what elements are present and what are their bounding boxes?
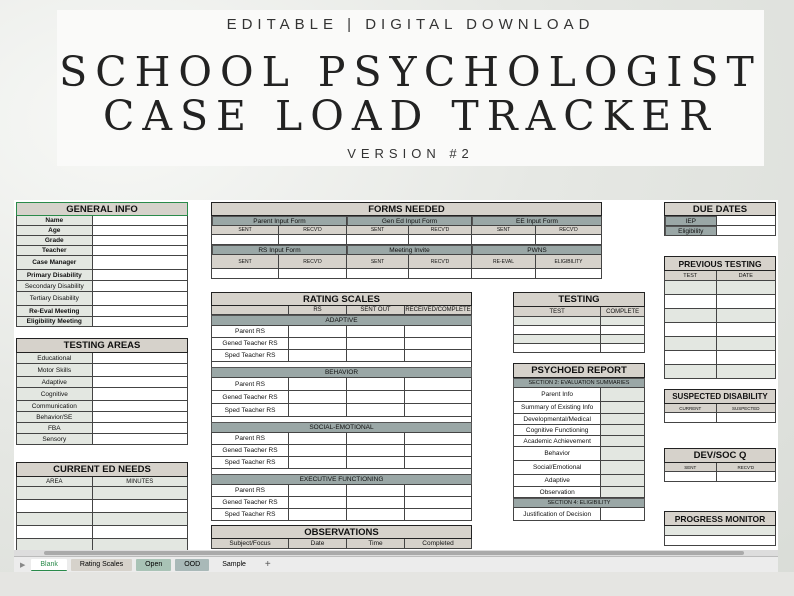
rating-section-2: SOCIAL-EMOTIONAL xyxy=(211,422,472,433)
rating-cell[interactable] xyxy=(289,326,347,338)
psychoed-row xyxy=(513,402,645,414)
rating-cell[interactable] xyxy=(289,485,347,497)
testing-area-row xyxy=(16,377,188,388)
rating-row xyxy=(211,509,472,521)
testing-area-value[interactable] xyxy=(93,412,187,423)
observations-title: OBSERVATIONS xyxy=(211,525,472,539)
rating-row xyxy=(211,433,472,445)
col-devsoc-recvd: RECV'D xyxy=(717,463,775,472)
banner-title-line1: SCHOOL PSYCHOLOGIST xyxy=(59,48,762,96)
form-status-label: SENT xyxy=(212,226,279,235)
rating-cell[interactable] xyxy=(289,404,347,417)
testing-complete-cell[interactable] xyxy=(601,344,644,353)
col-date: Date xyxy=(289,539,347,549)
general-row xyxy=(16,256,188,270)
testing-areas-panel xyxy=(16,338,188,445)
rating-row-label: Parent RS xyxy=(212,485,289,497)
testing-title: TESTING xyxy=(513,292,645,307)
col-received: RECEIVED/COMPLETE xyxy=(405,307,471,313)
psychoed-row xyxy=(513,388,645,402)
rating-row-label: Parent RS xyxy=(212,378,289,391)
current-ed-panel xyxy=(16,462,188,550)
testing-complete-cell[interactable] xyxy=(601,326,644,335)
general-label: Teacher xyxy=(17,246,93,256)
general-label: Age xyxy=(17,226,93,236)
rating-cell[interactable] xyxy=(347,326,405,338)
invite-sent: SENT xyxy=(347,255,409,269)
col-rs: RS xyxy=(289,306,347,315)
general-label: Name xyxy=(17,216,93,226)
rating-cell[interactable] xyxy=(347,485,405,497)
rating-cell[interactable] xyxy=(347,445,405,457)
prev-test-cell[interactable] xyxy=(665,309,717,323)
form-ee-input: EE Input Form xyxy=(472,216,601,226)
testing-area-row xyxy=(16,388,188,401)
title-banner xyxy=(57,10,764,166)
rating-cell[interactable] xyxy=(405,457,471,469)
general-row xyxy=(16,270,188,281)
rating-cell[interactable] xyxy=(289,457,347,469)
form-meeting-invite: Meeting Invite xyxy=(347,245,472,255)
rating-row xyxy=(211,350,472,362)
bottom-background xyxy=(0,572,794,596)
testing-complete-cell[interactable] xyxy=(601,335,644,344)
psychoed-row xyxy=(513,447,645,461)
form-cell[interactable] xyxy=(279,269,347,279)
current-ed-area[interactable] xyxy=(17,513,93,526)
tab-sample[interactable]: Sample xyxy=(213,559,255,571)
rating-cell[interactable] xyxy=(405,485,471,497)
testing-panel xyxy=(513,292,645,353)
prev-test-cell[interactable] xyxy=(665,337,717,351)
previous-testing-title: PREVIOUS TESTING xyxy=(664,256,776,271)
progress-monitor-panel xyxy=(664,511,776,546)
current-ed-row xyxy=(16,487,188,500)
current-ed-row xyxy=(16,539,188,550)
rating-row-label: Sped Teacher RS xyxy=(212,350,289,362)
rating-row-label: Sped Teacher RS xyxy=(212,509,289,521)
general-value[interactable] xyxy=(93,256,187,270)
form-status-label: RECV'D xyxy=(409,226,472,235)
rating-row xyxy=(211,457,472,469)
testing-area-row xyxy=(16,423,188,434)
scroll-thumb[interactable] xyxy=(44,551,744,555)
prev-date-cell[interactable] xyxy=(717,281,775,295)
forms-needed-panel xyxy=(211,202,602,279)
rs-recvd: RECV'D xyxy=(279,255,347,269)
due-dates-panel xyxy=(664,202,776,236)
rating-section-0: ADAPTIVE xyxy=(211,315,472,326)
testing-row xyxy=(513,326,645,335)
general-label: Case Manager xyxy=(17,256,93,270)
psychoed-check[interactable] xyxy=(601,436,644,447)
rating-section-3: EXECUTIVE FUNCTIONING xyxy=(211,474,472,485)
testing-cell[interactable] xyxy=(514,344,601,353)
general-value[interactable] xyxy=(93,306,187,317)
tab-scroll-left-icon[interactable]: ▶ xyxy=(20,561,26,569)
previous-testing-row xyxy=(664,281,776,295)
testing-row xyxy=(513,344,645,353)
general-info-title: GENERAL INFO xyxy=(16,202,188,216)
rating-cell[interactable] xyxy=(405,391,471,404)
banner-version: VERSION #2 xyxy=(347,146,474,161)
form-parent-input: Parent Input Form xyxy=(212,216,347,226)
testing-cell[interactable] xyxy=(514,326,601,335)
general-row xyxy=(16,216,188,226)
general-row xyxy=(16,292,188,306)
rating-row-label: Gened Teacher RS xyxy=(212,338,289,350)
psychoed-check[interactable] xyxy=(601,475,644,487)
general-row xyxy=(16,246,188,256)
testing-area-label: Sensory xyxy=(17,434,93,445)
current-ed-minutes[interactable] xyxy=(93,539,187,550)
testing-row xyxy=(513,335,645,344)
testing-area-label: Motor Skills xyxy=(17,364,93,377)
psychoed-sec4: SECTION 4: ELIGIBILITY xyxy=(513,498,645,508)
col-suspected: SUSPECTED xyxy=(717,404,775,413)
rating-cell[interactable] xyxy=(347,433,405,445)
rating-row xyxy=(211,391,472,404)
general-label: Secondary Disability xyxy=(17,281,93,292)
testing-complete-cell[interactable] xyxy=(601,317,644,326)
spreadsheet[interactable] xyxy=(14,200,778,550)
col-complete: COMPLETE xyxy=(601,307,644,317)
psychoed-row xyxy=(513,475,645,487)
general-value[interactable] xyxy=(93,236,187,246)
psychoed-check[interactable] xyxy=(601,425,644,436)
rating-cell[interactable] xyxy=(347,509,405,521)
prev-test-cell[interactable] xyxy=(665,351,717,365)
add-sheet-button[interactable]: + xyxy=(264,559,271,570)
devsoc-title: DEV/SOC Q xyxy=(664,448,776,463)
testing-area-value[interactable] xyxy=(93,353,187,364)
general-label: Primary Disability xyxy=(17,270,93,281)
rating-row xyxy=(211,378,472,391)
psychoed-check[interactable] xyxy=(601,414,644,425)
general-value[interactable] xyxy=(93,281,187,292)
psychoed-label: Summary of Existing Info xyxy=(514,402,601,414)
prev-test-cell[interactable] xyxy=(665,323,717,337)
form-pwns: PWNS xyxy=(472,245,601,255)
col-sent-out: SENT OUT xyxy=(347,306,405,315)
progress-title: PROGRESS MONITOR xyxy=(664,511,776,526)
prev-date-cell[interactable] xyxy=(717,309,775,323)
psychoed-panel xyxy=(513,363,645,521)
rating-row-label: Gened Teacher RS xyxy=(212,497,289,509)
general-row xyxy=(16,306,188,317)
testing-area-value[interactable] xyxy=(93,388,187,401)
testing-area-value[interactable] xyxy=(93,364,187,377)
psychoed-label: Academic Achievement xyxy=(514,436,601,447)
testing-area-label: Cognitive xyxy=(17,388,93,401)
due-iep: IEP xyxy=(665,216,717,226)
psychoed-row xyxy=(513,414,645,425)
psychoed-check[interactable] xyxy=(601,487,644,498)
testing-area-row xyxy=(16,434,188,445)
prev-test-cell[interactable] xyxy=(665,365,717,379)
rating-cell[interactable] xyxy=(405,378,471,391)
rating-row xyxy=(211,326,472,338)
general-row xyxy=(16,281,188,292)
general-row xyxy=(16,236,188,246)
testing-area-row xyxy=(16,412,188,423)
rating-cell[interactable] xyxy=(405,433,471,445)
form-status-label: RECV'D xyxy=(536,226,601,235)
rating-row xyxy=(211,338,472,350)
psychoed-row xyxy=(513,461,645,475)
form-cell[interactable] xyxy=(347,235,409,245)
psychoed-check[interactable] xyxy=(601,447,644,461)
general-value[interactable] xyxy=(93,270,187,281)
psychoed-label: Adaptive xyxy=(514,475,601,487)
due-dates-title: DUE DATES xyxy=(664,202,776,216)
form-cell[interactable] xyxy=(409,269,472,279)
form-cell[interactable] xyxy=(536,235,601,245)
rating-cell[interactable] xyxy=(347,378,405,391)
testing-area-value[interactable] xyxy=(93,423,187,434)
rating-cell[interactable] xyxy=(405,338,471,350)
rating-cell[interactable] xyxy=(289,509,347,521)
testing-cell[interactable] xyxy=(514,335,601,344)
testing-area-row xyxy=(16,364,188,377)
rating-cell[interactable] xyxy=(289,433,347,445)
form-status-label: SENT xyxy=(472,226,536,235)
rating-cell[interactable] xyxy=(347,350,405,362)
col-current: CURRENT xyxy=(665,404,717,413)
current-ed-area[interactable] xyxy=(17,539,93,550)
previous-testing-row xyxy=(664,323,776,337)
tab-rating-scales[interactable]: Rating Scales xyxy=(71,559,132,571)
form-cell[interactable] xyxy=(212,235,279,245)
rating-scales-panel xyxy=(211,292,472,521)
rating-row-label: Gened Teacher RS xyxy=(212,391,289,404)
testing-area-label: Behavior/SE xyxy=(17,412,93,423)
rating-cell[interactable] xyxy=(347,404,405,417)
general-label: Tertiary Disability xyxy=(17,292,93,306)
rating-cell[interactable] xyxy=(289,350,347,362)
suspected-title: SUSPECTED DISABILITY xyxy=(664,389,776,404)
col-prev-date: DATE xyxy=(717,271,775,281)
general-value[interactable] xyxy=(93,226,187,236)
testing-areas-title: TESTING AREAS xyxy=(16,338,188,353)
devsoc-panel xyxy=(664,448,776,482)
rating-cell[interactable] xyxy=(289,378,347,391)
rating-row xyxy=(211,485,472,497)
prev-date-cell[interactable] xyxy=(717,323,775,337)
general-value[interactable] xyxy=(93,317,187,327)
col-completed: Completed xyxy=(405,539,471,549)
prev-date-cell[interactable] xyxy=(717,365,775,379)
previous-testing-row xyxy=(664,351,776,365)
general-value[interactable] xyxy=(93,216,187,226)
col-test: TEST xyxy=(514,307,601,317)
rating-cell[interactable] xyxy=(347,457,405,469)
psychoed-check[interactable] xyxy=(601,461,644,475)
general-row xyxy=(16,317,188,327)
psychoed-row xyxy=(513,425,645,436)
general-label: Grade xyxy=(17,236,93,246)
pwns-reeval: RE-EVAL xyxy=(472,255,536,269)
testing-area-value[interactable] xyxy=(93,401,187,412)
form-cell[interactable] xyxy=(472,235,536,245)
previous-testing-panel xyxy=(664,256,776,379)
testing-area-value[interactable] xyxy=(93,434,187,445)
general-row xyxy=(16,226,188,236)
psychoed-sec2: SECTION 2: EVALUATION SUMMARIES xyxy=(513,378,645,388)
rating-cell[interactable] xyxy=(405,326,471,338)
rating-scales-title: RATING SCALES xyxy=(211,292,472,306)
invite-recvd: RECV'D xyxy=(409,255,472,269)
general-value[interactable] xyxy=(93,246,187,256)
psychoed-row xyxy=(513,436,645,447)
rating-cell[interactable] xyxy=(347,391,405,404)
psychoed-label: Social/Emotional xyxy=(514,461,601,475)
prev-date-cell[interactable] xyxy=(717,351,775,365)
rating-cell[interactable] xyxy=(347,338,405,350)
pwns-elig: ELIGIBILITY xyxy=(536,255,601,269)
form-status-label: RECV'D xyxy=(279,226,347,235)
general-label: Eligibility Meeting xyxy=(17,317,93,327)
current-ed-row xyxy=(16,526,188,539)
rating-row xyxy=(211,445,472,457)
form-cell[interactable] xyxy=(536,269,601,279)
rating-row-label: Sped Teacher RS xyxy=(212,404,289,417)
banner-subtitle: EDITABLE | DIGITAL DOWNLOAD xyxy=(226,16,595,33)
psychoed-label: Behavior xyxy=(514,447,601,461)
form-cell[interactable] xyxy=(409,235,472,245)
form-rs-input: RS Input Form xyxy=(212,245,347,255)
rating-row-label: Sped Teacher RS xyxy=(212,457,289,469)
rating-row-label: Gened Teacher RS xyxy=(212,445,289,457)
observations-panel xyxy=(211,525,472,549)
prev-date-cell[interactable] xyxy=(717,295,775,309)
psychoed-title: PSYCHOED REPORT xyxy=(513,363,645,378)
rating-row xyxy=(211,497,472,509)
testing-area-label: Communication xyxy=(17,401,93,412)
general-label: Re-Eval Meeting xyxy=(17,306,93,317)
previous-testing-row xyxy=(664,309,776,323)
previous-testing-row xyxy=(664,365,776,379)
testing-area-label: Educational xyxy=(17,353,93,364)
testing-area-row xyxy=(16,353,188,364)
current-ed-minutes[interactable] xyxy=(93,500,187,513)
rating-section-1: BEHAVIOR xyxy=(211,367,472,378)
rating-row-label: Parent RS xyxy=(212,433,289,445)
prev-test-cell[interactable] xyxy=(665,295,717,309)
general-info-panel xyxy=(16,202,188,327)
current-ed-title: CURRENT ED NEEDS xyxy=(16,462,188,477)
banner-title-line2: CASE LOAD TRACKER xyxy=(102,92,718,140)
rating-cell[interactable] xyxy=(405,497,471,509)
tab-ood[interactable]: OOD xyxy=(175,559,209,571)
prev-test-cell[interactable] xyxy=(665,281,717,295)
current-ed-minutes[interactable] xyxy=(93,526,187,539)
form-cell[interactable] xyxy=(212,269,279,279)
sheet-tab-bar xyxy=(14,556,778,572)
testing-row xyxy=(513,317,645,326)
psychoed-label: Observation xyxy=(514,487,601,498)
suspected-disability-panel xyxy=(664,389,776,423)
current-ed-area[interactable] xyxy=(17,500,93,513)
tab-blank[interactable]: Blank xyxy=(31,559,67,571)
form-cell[interactable] xyxy=(472,269,536,279)
rating-cell[interactable] xyxy=(289,391,347,404)
current-ed-area[interactable] xyxy=(17,526,93,539)
previous-testing-row xyxy=(664,337,776,351)
col-minutes: MINUTES xyxy=(93,477,187,487)
forms-needed-title: FORMS NEEDED xyxy=(211,202,602,216)
col-time: Time xyxy=(347,539,405,549)
form-gened-input: Gen Ed Input Form xyxy=(347,216,472,226)
tab-open[interactable]: Open xyxy=(136,559,171,571)
form-status-label: SENT xyxy=(347,226,409,235)
testing-area-label: FBA xyxy=(17,423,93,434)
current-ed-minutes[interactable] xyxy=(93,513,187,526)
rating-cell[interactable] xyxy=(405,445,471,457)
prev-date-cell[interactable] xyxy=(717,337,775,351)
rating-cell[interactable] xyxy=(405,509,471,521)
testing-cell[interactable] xyxy=(514,317,601,326)
psychoed-check[interactable] xyxy=(601,402,644,414)
rating-cell[interactable] xyxy=(405,350,471,362)
rating-cell[interactable] xyxy=(405,404,471,417)
psychoed-row xyxy=(513,487,645,498)
psychoed-check[interactable] xyxy=(601,388,644,402)
psychoed-justification: Justification of Decision xyxy=(514,508,601,521)
rs-sent: SENT xyxy=(212,255,279,269)
col-devsoc-sent: SENT xyxy=(665,463,717,472)
rating-cell[interactable] xyxy=(347,497,405,509)
testing-area-value[interactable] xyxy=(93,377,187,388)
rating-cell[interactable] xyxy=(289,497,347,509)
psychoed-label: Cognitive Functioning xyxy=(514,425,601,436)
rating-row xyxy=(211,404,472,417)
testing-area-row xyxy=(16,401,188,412)
col-prev-test: TEST xyxy=(665,271,717,281)
form-cell[interactable] xyxy=(279,235,347,245)
psychoed-label: Parent Info xyxy=(514,388,601,402)
general-value[interactable] xyxy=(93,292,187,306)
current-ed-area[interactable] xyxy=(17,487,93,500)
col-subject: Subject/Focus xyxy=(212,539,289,549)
psychoed-label: Developmental/Medical xyxy=(514,414,601,425)
rating-row-label: Parent RS xyxy=(212,326,289,338)
rating-cell[interactable] xyxy=(289,338,347,350)
current-ed-row xyxy=(16,500,188,513)
rating-cell[interactable] xyxy=(289,445,347,457)
due-eligibility: Eligibility xyxy=(665,226,717,236)
current-ed-minutes[interactable] xyxy=(93,487,187,500)
previous-testing-row xyxy=(664,295,776,309)
current-ed-row xyxy=(16,513,188,526)
testing-area-label: Adaptive xyxy=(17,377,93,388)
col-area: AREA xyxy=(17,477,93,487)
form-cell[interactable] xyxy=(347,269,409,279)
